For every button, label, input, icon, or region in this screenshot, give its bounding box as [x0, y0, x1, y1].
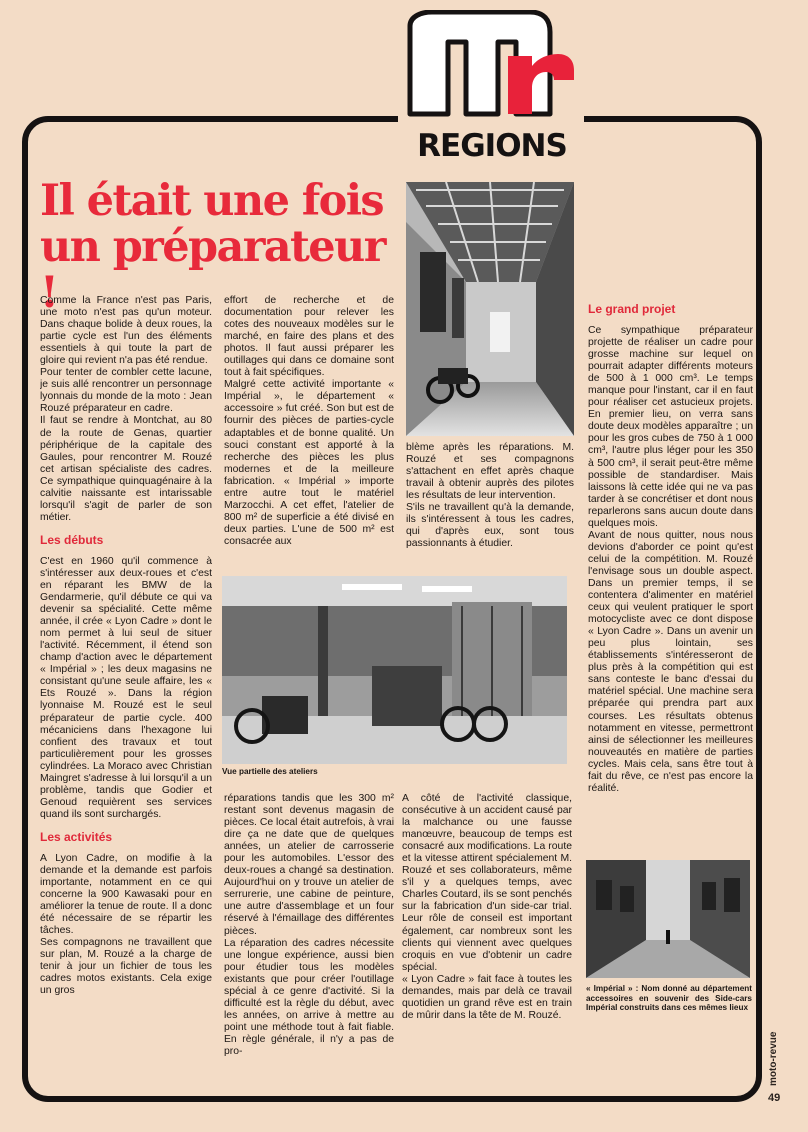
- heading-activites: Les activités: [40, 829, 113, 844]
- mr-logo: [404, 10, 580, 118]
- intro-paragraph: Il faut se rendre à Montchat, au 80 de la route de Genas, quartier périphérique de la capitale des Gaules, pour rencontrer M. Rouzé cet artisan spécialiste des cadres. Ce sympathique quinquagénaire à la calvitie naissante est intarissable lorsqu'il s'agit de parler de son métier.: [40, 415, 212, 523]
- paragraph: blème après les réparations. M. Rouzé et ses compagnons s'attachent en effet après chaque travail à obtenir auprès des pilotes les résultats de leur intervention.: [406, 442, 574, 502]
- intro-paragraph: Comme la France n'est pas Paris, une moto n'est pas qu'un moteur. Dans chaque bolide à deux roues, la partie cycle est l'un des éléments essentiels à qui toute la part de gloire qui revient n'a pas été rendue.: [40, 295, 212, 367]
- column-4: [588, 302, 753, 852]
- page-number: 49: [768, 1092, 781, 1104]
- title-line-2: un préparateur !: [40, 222, 385, 318]
- paragraph: Malgré cette activité importante « Impérial », le département « accessoire » fut créé. Son but est de fournir des pièces de parties-cycle adaptables et de bonne qualité. Un souci constant est apporté à la recherche des pièces les plus modernes et de la meilleure fabrication. « Impérial » importe entre autre tout le matériel Marzocchi. A cet effet, l'atelier de 800 m² de superficie a été divisé en deux parties. L'une de 500 m² est consacrée aux: [224, 379, 394, 547]
- column-1: [40, 295, 212, 1085]
- paragraph: effort de recherche et de documentation pour relever les cotes des nouveaux modèles sur le marché, en faire des plans et des photos. Il faut aussi préparer les outillages qui dans ce domaine sont tout à fait spécifiques.: [224, 295, 394, 379]
- intro-paragraph: Pour tenter de combler cette lacune, je suis allé rencontrer un personnage lyonnais du monde de la moto : Jean Rouzé préparateur en cadre.: [40, 367, 212, 415]
- magazine-name: moto-revue: [768, 1031, 779, 1086]
- section-label: REGIONS: [417, 128, 567, 164]
- column-3-bottom: [402, 793, 572, 1086]
- paragraph: réparations tandis que les 300 m² restant sont devenus magasin de pièces. Ce local était autrefois, à vrai dire ça ne date que de quelques années, un atelier de carrosserie pour les automobiles. L'essor des deux-roues a changé sa destination. Aujourd'hui on y trouve un atelier de serrurerie, une cabine de peinture, une autre d'assemblage et un four réservé à l'émaillage des différentes pièces.: [224, 793, 394, 937]
- activites-paragraph: A Lyon Cadre, on modifie à la demande et la demande est parfois importante, notamment en ce qui concerne la 900 Kawasaki pour en améliorer la tenue de route. Il a donc été nécessaire de se répartir les tâches.: [40, 852, 212, 937]
- column-2-top: [224, 295, 394, 567]
- column-2-bottom: [224, 793, 394, 1086]
- paragraph: S'ils ne travaillent qu'à la demande, ils s'intéressent à tous les cadres, qui d'après eux, sont tous passionnants à étudier.: [406, 502, 574, 550]
- heading-projet: Le grand projet: [588, 302, 676, 316]
- caption-ateliers: Vue partielle des ateliers: [222, 767, 318, 776]
- paragraph: La réparation des cadres nécessite une longue expérience, aussi bien pour étudier tous les modèles existants que pour créer l'outillage spécial à ce genre d'activité. Si la difficulté est la règle du début, avec les années, on arrive à mettre au point une méthode tout à fait fiable. En règle générale, il n'y a pas de pro-: [224, 937, 394, 1057]
- title-line-1: Il était une fois: [40, 176, 384, 226]
- heading-debuts: Les débuts: [40, 532, 104, 547]
- paragraph: « Lyon Cadre » fait face à toutes les demandes, mais par delà ce travail quotidien un grand rêve est en train de mûrir dans la tête de M. Rouzé.: [402, 973, 572, 1021]
- corridor-photo: [406, 182, 574, 436]
- caption-imperial: « Impérial » : Nom donné au département accessoires en souvenir des Side-cars Impérial construits dans ces mêmes lieux: [586, 984, 752, 1013]
- paragraph: Avant de nous quitter, nous nous devions d'aborder ce point qu'est celui de la compétition. M. Rouzé l'envisage sous un double aspect. Dans un premier temps, il se contentera d'alimenter en matériel ceux qui veulent pratiquer le sport motocycliste avec ce dont dispose « Lyon Cadre ». Dans un avenir un peu plus lointain, ses établissements s'intéresseront de plus près à la compétition qui est sans conteste le banc d'essai du matériel spécial. Une machine sera préparée qui prendra part aux courses. Les résultats obtenus notamment en vitesse, permettront ainsi de sélectionner les meilleures nouveautés en matière de parties cycles. Mais cela, sans être tout à fait du rêve, ce n'est pas encore la réalité.: [588, 529, 753, 794]
- column-3-top: [406, 442, 574, 568]
- paragraph: Ce sympathique préparateur projette de réaliser un cadre pour grosse machine sur lequel on pourrait adapter différents moteurs de 500 à 1 000 cm³. Le temps manque pour l'instant, car il en faut pour réaliser cet astucieux projets. En premier lieu, on verra sans doute deux modèles apparaître ; un pour les gros cubes de 750 à 1 000 cm³, l'autre plus léger pour les 350 à 500 cm³, il serait peut-être même possible de standardiser. Mais laissons là cette idée qui ne va pas tarder à se concrétiser et dont nous reparlerons sans aucun doute dans quelques mois.: [588, 325, 753, 529]
- street-photo: [586, 860, 750, 978]
- debuts-paragraph: C'est en 1960 qu'il commence à s'intéresser aux deux-roues et c'est en réparant les BMW de la Gendarmerie, qu'il débute ce qui va devenir sa spécialité. Cette même année, il crée « Lyon Cadre » dont le nom permet à lui seul de situer l'activité. Récemment, il étend son champ d'action avec le département « Impérial » ; les deux magasins ne consistant qu'une seule affaire, les « Ets Rouzé ». Dans la région lyonnaise M. Rouzé est le seul préparateur de partie cycle. 400 mécaniciens dans l'hexagone lui confient des travaux et tout particulièrement pour les grosses cylindrées. La Moraco avec Christian Maingret s'adresse à lui lorsqu'il a un problème, tandis que Godier et Genoud requièrent ses services quand ils sont surchargés.: [40, 555, 212, 820]
- paragraph: A côté de l'activité classique, consécutive à un accident causé par la malchance ou une fausse manœuvre, beaucoup de temps est consacré aux modifications. La route et la vitesse attirent spécialement M. Rouzé et ses collaborateurs, même s'il y a quelques temps, avec Charles Coutard, ils se sont penchés sur la fabrication d'un side-car trial. Leur rôle de conseil est important également, car nombreux sont les clients qui viennent avec quelques croquis en vue d'obtenir un cadre spécial.: [402, 793, 572, 973]
- activites-paragraph: Ses compagnons ne travaillent que sur plan, M. Rouzé a la charge de tenir à jour un fichier de tous les cadres motos existants. Cela exige un gros: [40, 937, 212, 997]
- workshop-photo: [222, 576, 567, 764]
